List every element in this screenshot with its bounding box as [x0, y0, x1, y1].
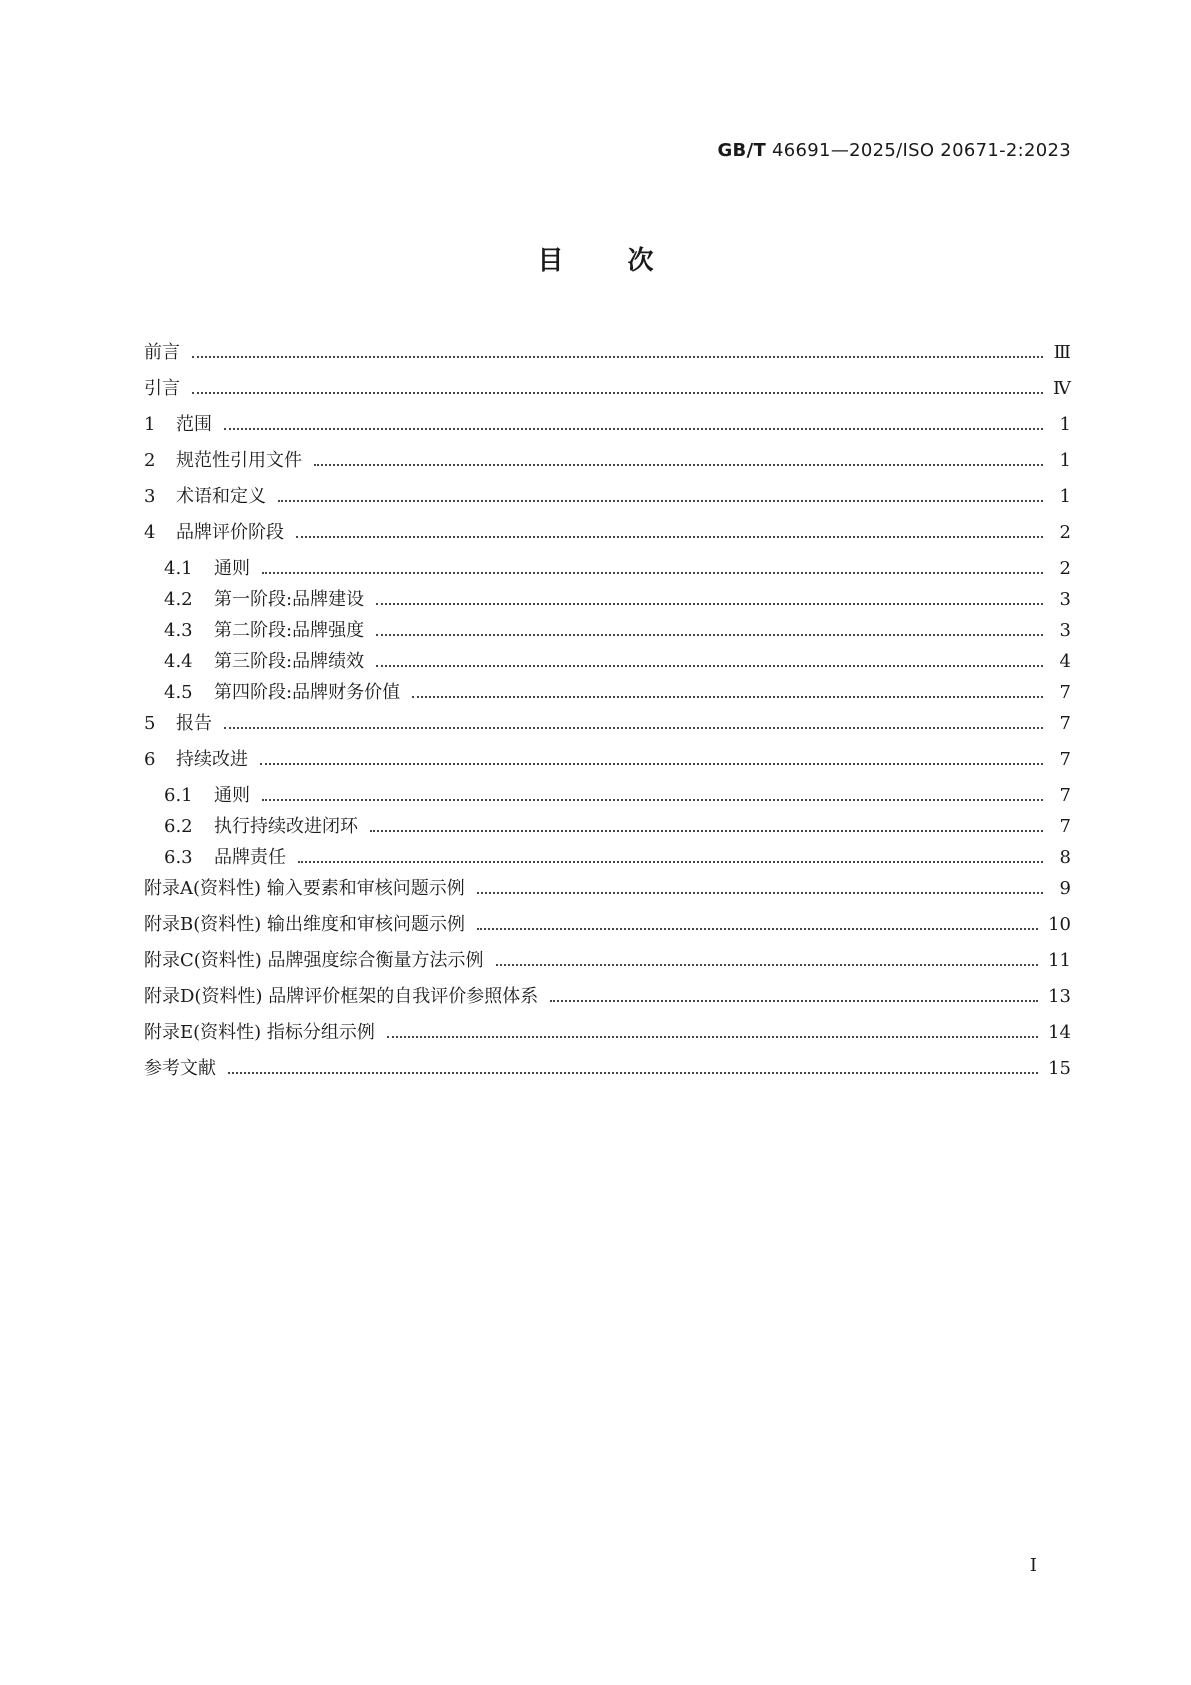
toc-entry-label: 持续改进	[176, 749, 248, 770]
toc-entry-page: 7	[1059, 749, 1071, 770]
toc-entry[interactable]	[144, 874, 1071, 910]
toc-entry-page: 1	[1059, 414, 1071, 435]
dot-leader	[477, 928, 1038, 930]
toc-entry-label: 附录D(资料性) 品牌评价框架的自我评价参照体系	[144, 986, 539, 1007]
toc-entry[interactable]	[144, 482, 1071, 518]
toc-entry-label: 附录B(资料性) 输出维度和审核问题示例	[144, 914, 465, 935]
toc-entry-number: 4.1	[164, 558, 193, 579]
toc-entry-label: 规范性引用文件	[176, 450, 302, 471]
dot-leader	[376, 665, 1043, 667]
dot-leader	[314, 464, 1043, 466]
toc-entry-page: 14	[1048, 1022, 1071, 1043]
toc-entry-number: 6.3	[164, 847, 193, 868]
toc-entry-label: 品牌评价阶段	[176, 522, 284, 543]
toc-entry-number: 4.5	[164, 682, 193, 703]
toc-entry[interactable]	[144, 982, 1071, 1018]
toc-entry-page: 3	[1059, 620, 1071, 641]
toc-entry[interactable]	[144, 616, 1071, 647]
toc-entry-label: 第四阶段:品牌财务价值	[214, 682, 401, 703]
toc-entry-page: Ⅲ	[1053, 342, 1071, 363]
toc-entry[interactable]	[144, 910, 1071, 946]
toc-entry[interactable]	[144, 1054, 1071, 1090]
toc-entry-label: 前言	[144, 342, 180, 363]
dot-leader	[296, 536, 1043, 538]
toc-entry-label: 第三阶段:品牌绩效	[214, 651, 365, 672]
toc-entry-number: 5	[144, 713, 156, 734]
toc-entry-label: 执行持续改进闭环	[214, 816, 358, 837]
toc-entry-label: 术语和定义	[176, 486, 266, 507]
toc-entry[interactable]	[144, 946, 1071, 982]
toc-entry[interactable]	[144, 338, 1071, 374]
toc-entry-label: 附录A(资料性) 输入要素和审核问题示例	[144, 878, 465, 899]
toc-entry[interactable]	[144, 554, 1071, 585]
toc-entry-number: 1	[144, 414, 156, 435]
dot-leader	[376, 603, 1043, 605]
toc-entry-number: 4.3	[164, 620, 193, 641]
toc-entry-label: 报告	[176, 713, 212, 734]
dot-leader	[262, 799, 1043, 801]
toc-entry-page: 11	[1048, 950, 1071, 971]
toc-entry-page: 10	[1048, 914, 1071, 935]
dot-leader	[412, 696, 1043, 698]
toc-entry-label: 参考文献	[144, 1058, 216, 1079]
dot-leader	[376, 634, 1043, 636]
toc-entry[interactable]	[144, 678, 1071, 709]
toc-entry-page: 4	[1059, 651, 1071, 672]
dot-leader	[260, 763, 1043, 765]
dot-leader	[370, 830, 1043, 832]
toc-entry-label: 引言	[144, 378, 180, 399]
toc-entry-label: 附录E(资料性) 指标分组示例	[144, 1022, 375, 1043]
toc-entry-page: 15	[1048, 1058, 1071, 1079]
toc-entry[interactable]	[144, 812, 1071, 843]
dot-leader	[550, 1000, 1038, 1002]
toc-entry-number: 6	[144, 749, 156, 770]
dot-leader	[496, 964, 1039, 966]
dot-leader	[228, 1072, 1038, 1074]
table-of-contents	[144, 338, 1071, 1090]
toc-entry-page: 2	[1059, 522, 1071, 543]
toc-entry-number: 6.1	[164, 785, 193, 806]
toc-entry-label: 第二阶段:品牌强度	[214, 620, 365, 641]
toc-entry-number: 4	[144, 522, 156, 543]
toc-entry-number: 3	[144, 486, 156, 507]
page-title: 目次	[537, 246, 718, 276]
dot-leader	[192, 356, 1043, 358]
toc-entry-label: 附录C(资料性) 品牌强度综合衡量方法示例	[144, 950, 484, 971]
toc-entry-label: 范围	[176, 414, 212, 435]
toc-entry-label: 第一阶段:品牌建设	[214, 589, 365, 610]
dot-leader	[192, 392, 1043, 394]
toc-entry-page: 13	[1048, 986, 1071, 1007]
toc-entry[interactable]	[144, 1018, 1071, 1054]
toc-entry-page: 3	[1059, 589, 1071, 610]
toc-entry-number: 2	[144, 450, 156, 471]
dot-leader	[224, 428, 1043, 430]
toc-entry-label: 通则	[214, 785, 250, 806]
dot-leader	[298, 861, 1043, 863]
toc-entry-page: Ⅳ	[1053, 378, 1071, 399]
dot-leader	[477, 892, 1043, 894]
standard-prefix: GB/T	[717, 140, 767, 161]
toc-entry[interactable]	[144, 446, 1071, 482]
toc-entry-label: 通则	[214, 558, 250, 579]
toc-entry-page: 1	[1059, 486, 1071, 507]
page-number: Ⅰ	[1029, 1555, 1037, 1576]
toc-entry-number: 6.2	[164, 816, 193, 837]
toc-entry[interactable]	[144, 745, 1071, 781]
toc-entry-page: 7	[1059, 785, 1071, 806]
toc-entry-label: 品牌责任	[214, 847, 286, 868]
toc-entry-page: 2	[1059, 558, 1071, 579]
toc-entry[interactable]	[144, 585, 1071, 616]
toc-entry-number: 4.4	[164, 651, 193, 672]
toc-entry[interactable]	[144, 709, 1071, 745]
toc-entry-page: 9	[1059, 878, 1071, 899]
toc-entry-number: 4.2	[164, 589, 193, 610]
toc-entry[interactable]	[144, 781, 1071, 812]
toc-entry-page: 1	[1059, 450, 1071, 471]
toc-entry[interactable]	[144, 647, 1071, 678]
toc-entry[interactable]	[144, 843, 1071, 874]
dot-leader	[278, 500, 1043, 502]
toc-entry-page: 8	[1059, 847, 1071, 868]
toc-entry[interactable]	[144, 410, 1071, 446]
toc-entry-page: 7	[1059, 816, 1071, 837]
toc-entry[interactable]	[144, 374, 1071, 410]
dot-leader	[387, 1036, 1038, 1038]
toc-entry[interactable]	[144, 518, 1071, 554]
toc-entry-page: 7	[1059, 682, 1071, 703]
standard-number: 46691—2025/ISO 20671-2:2023	[766, 140, 1071, 161]
toc-entry-page: 7	[1059, 713, 1071, 734]
dot-leader	[224, 727, 1043, 729]
standard-code	[717, 140, 1071, 161]
dot-leader	[262, 572, 1043, 574]
